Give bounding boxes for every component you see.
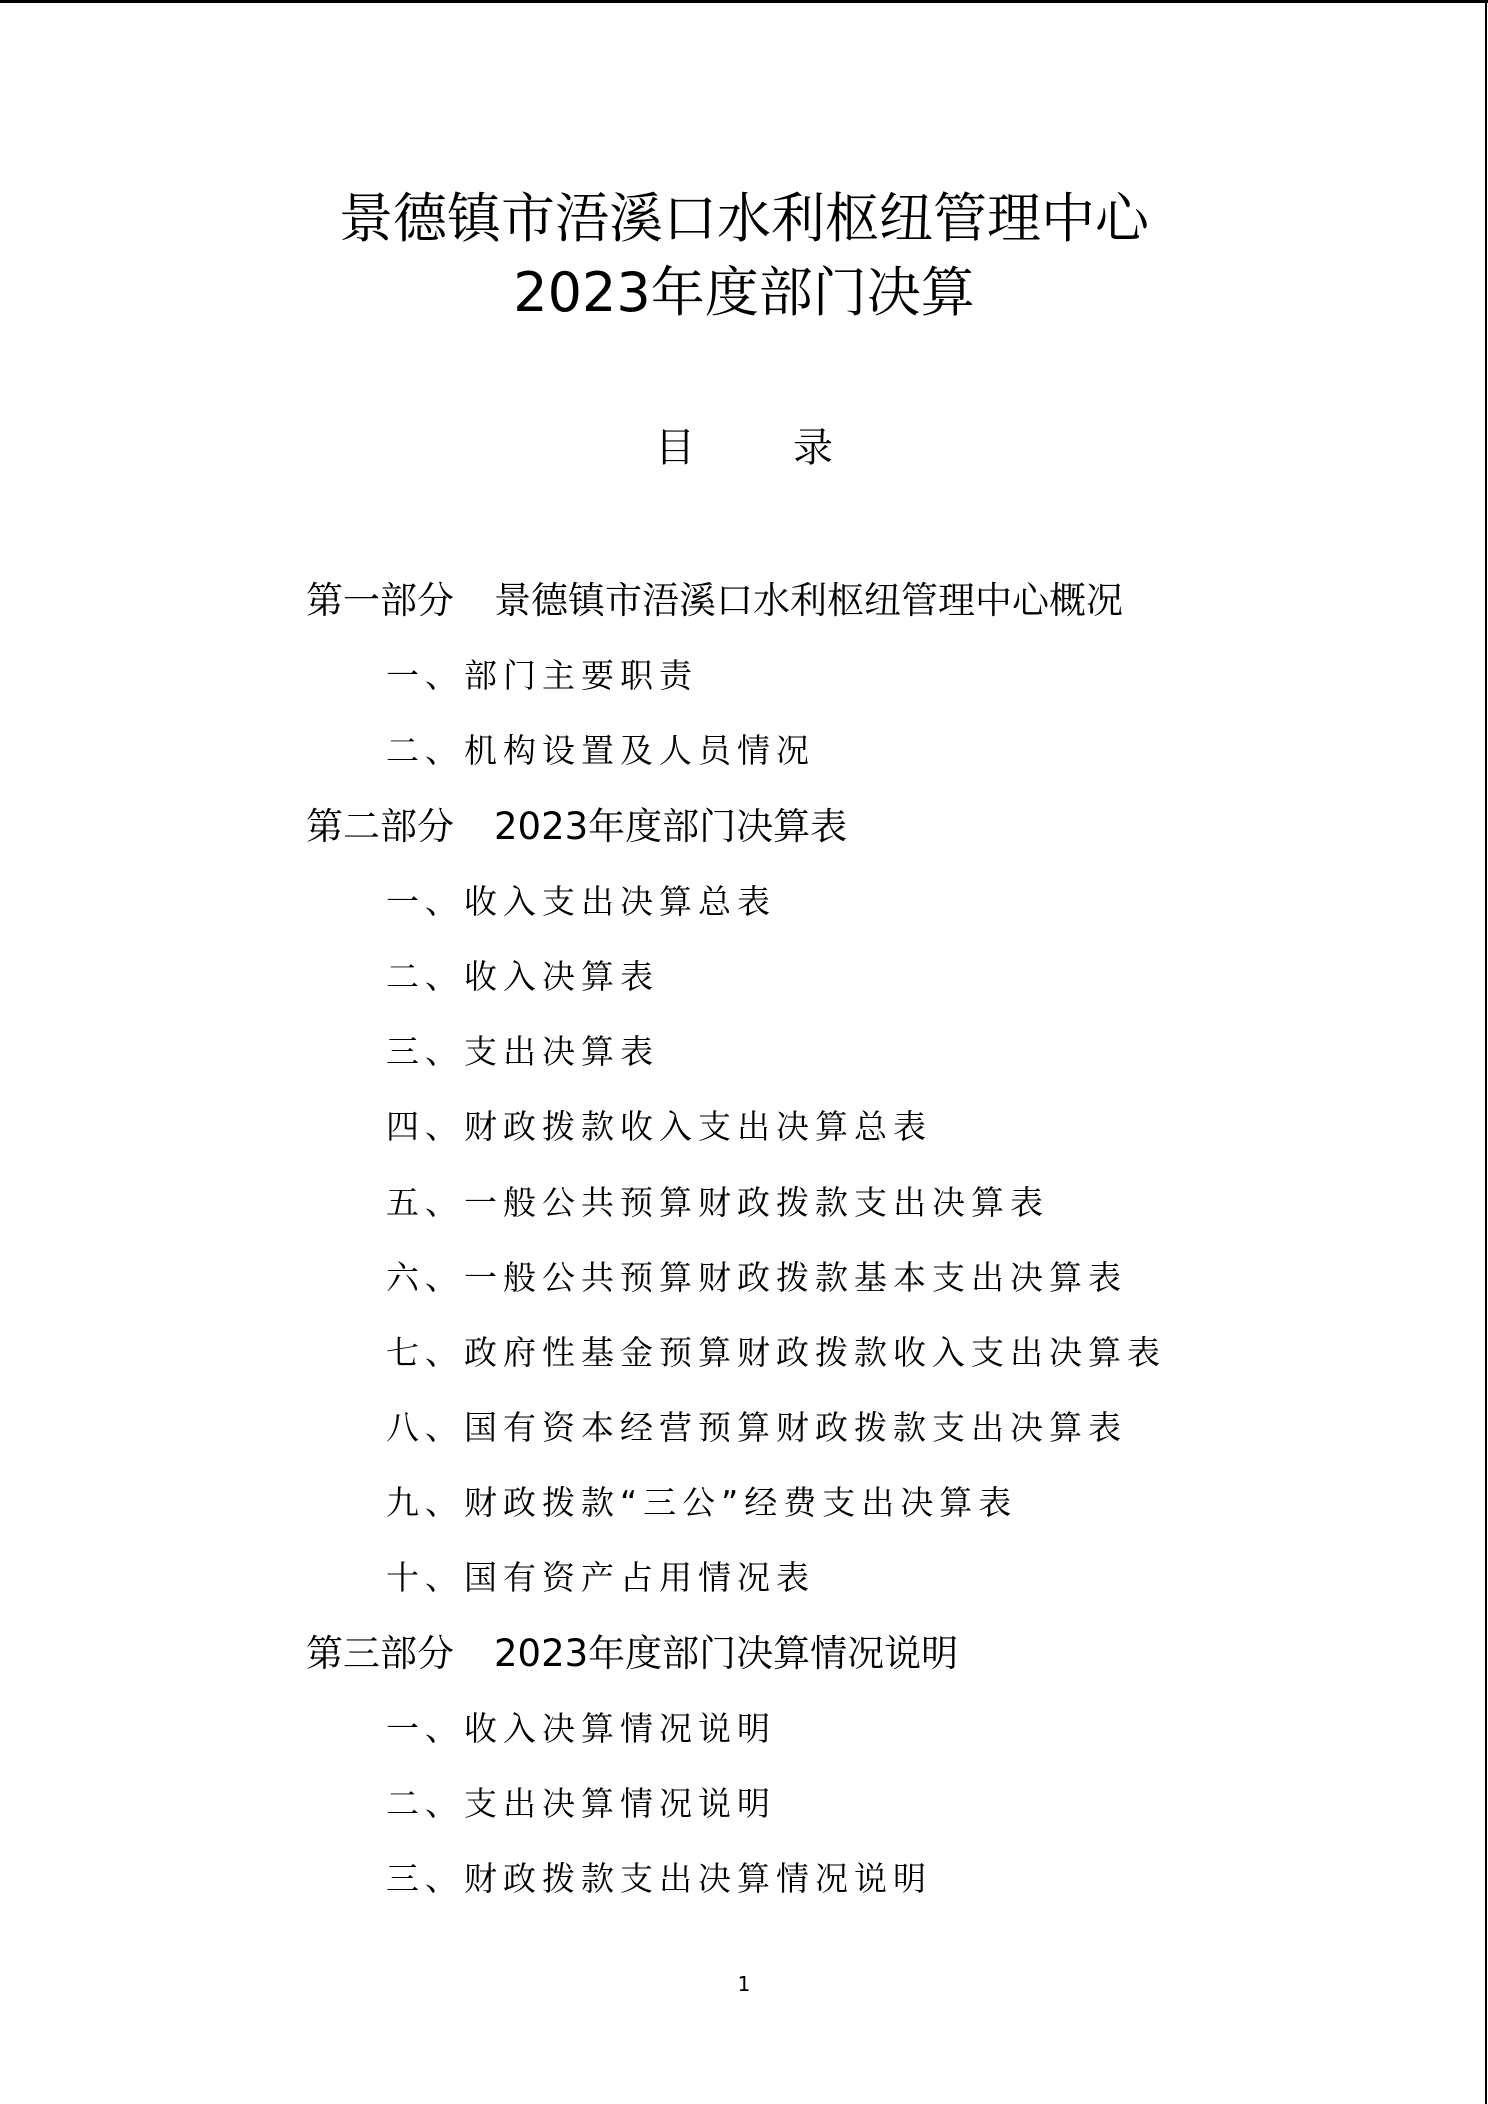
document-title: 景德镇市浯溪口水利枢纽管理中心 xyxy=(339,187,1149,250)
page-number: 1 xyxy=(737,1972,751,1996)
toc-item[interactable]: 一、收入决算情况说明 xyxy=(386,1708,776,1748)
toc-item[interactable]: 五、一般公共预算财政拨款支出决算表 xyxy=(386,1182,1049,1222)
toc-part-name: 2023年度部门决算表 xyxy=(494,804,848,848)
toc-item[interactable]: 四、财政拨款收入支出决算总表 xyxy=(386,1107,932,1147)
toc-heading-char: 目 xyxy=(655,425,695,471)
toc-item[interactable]: 一、收入支出决算总表 xyxy=(386,881,776,921)
toc-item[interactable]: 六、一般公共预算财政拨款基本支出决算表 xyxy=(386,1257,1127,1297)
toc-heading xyxy=(0,420,1488,476)
toc-part[interactable] xyxy=(306,1616,1406,1691)
toc-item[interactable]: 三、财政拨款支出决算情况说明 xyxy=(386,1859,932,1899)
toc-item[interactable]: 一、部门主要职责 xyxy=(386,656,698,696)
toc-item[interactable]: 二、机构设置及人员情况 xyxy=(386,731,815,771)
toc-item[interactable]: 十、国有资产占用情况表 xyxy=(386,1558,815,1598)
document-subtitle: 2023年度部门决算 xyxy=(513,261,975,324)
page-border-top xyxy=(0,0,1488,3)
toc-part-label: 第二部分 xyxy=(306,804,454,848)
toc-item[interactable]: 二、收入决算表 xyxy=(386,956,659,996)
toc-part-name: 景德镇市浯溪口水利枢纽管理中心概况 xyxy=(494,579,1123,622)
toc-item[interactable]: 九、财政拨款“三公”经费支出决算表 xyxy=(386,1483,1018,1523)
toc-part[interactable] xyxy=(306,563,1406,638)
toc-item[interactable]: 七、政府性基金预算财政拨款收入支出决算表 xyxy=(386,1332,1166,1372)
toc-part[interactable] xyxy=(306,789,1406,864)
toc-part-label: 第三部分 xyxy=(306,1631,454,1675)
toc-heading-char: 录 xyxy=(793,425,833,471)
toc-part-label: 第一部分 xyxy=(306,579,454,622)
toc-item[interactable]: 二、支出决算情况说明 xyxy=(386,1784,776,1823)
toc-item[interactable]: 三、支出决算表 xyxy=(386,1032,659,1072)
toc-part-name: 2023年度部门决算情况说明 xyxy=(494,1631,959,1675)
table-of-contents xyxy=(306,563,1406,1916)
toc-item[interactable]: 八、国有资本经营预算财政拨款支出决算表 xyxy=(386,1408,1127,1448)
